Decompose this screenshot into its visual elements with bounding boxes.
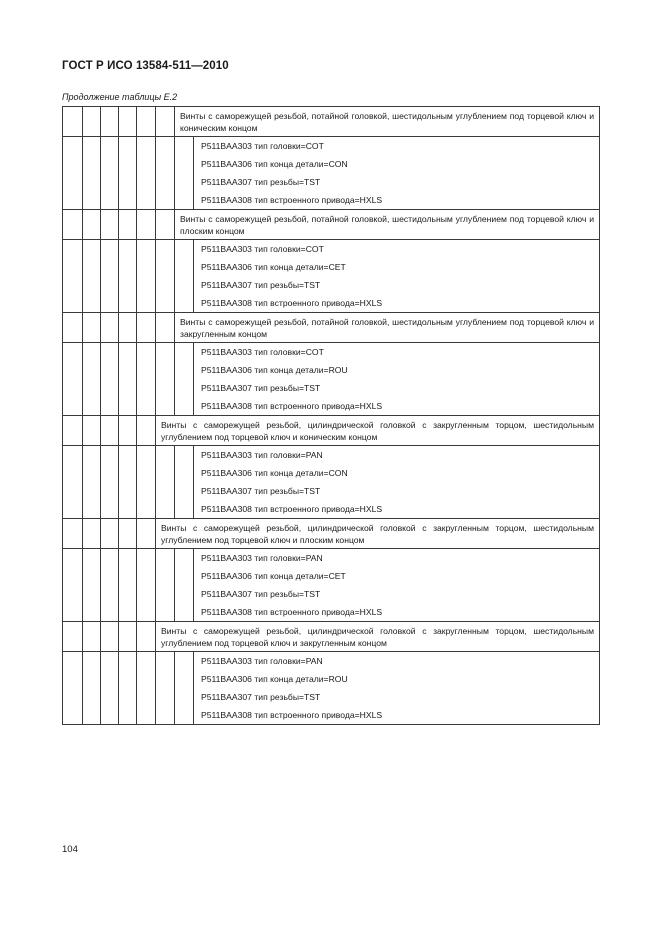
level-cell-5: [136, 136, 156, 210]
level-cell-2: [82, 518, 101, 549]
level-cell-3: [100, 342, 119, 416]
level-cell-3: [100, 415, 119, 446]
attribute-list: [193, 651, 600, 725]
level-cell-2: [82, 548, 101, 622]
table-row-description: [62, 415, 599, 445]
level-cell-3: [100, 621, 119, 652]
level-cell-3: [100, 548, 119, 622]
table-row-attributes: [62, 136, 599, 209]
level-cell-1: [62, 312, 83, 343]
level-cell-3: [100, 445, 119, 519]
level-cell-1: [62, 548, 83, 622]
level-cell-5: [136, 651, 156, 725]
level-cell-6: [155, 651, 175, 725]
level-cell-4: [118, 621, 137, 652]
table-row-description: [62, 621, 599, 651]
attribute-line: P511BAA307 тип резьбы=TST: [201, 177, 321, 187]
table-row-attributes: [62, 445, 599, 518]
attribute-line: P511BAA307 тип резьбы=TST: [201, 692, 321, 702]
table-caption: Продолжение таблицы Е.2: [62, 92, 178, 102]
level-cell-6: [155, 239, 175, 313]
level-cell-4: [118, 136, 137, 210]
attribute-line: P511BAA306 тип конца детали=ROU: [201, 365, 348, 375]
level-cell-5: [136, 312, 156, 343]
level-cell-3: [100, 518, 119, 549]
level-cell-6: [155, 548, 175, 622]
table-row-description: [62, 209, 599, 239]
level-cell-2: [82, 445, 101, 519]
attribute-line: P511BAA303 тип головки=COT: [201, 347, 324, 357]
attribute-line: P511BAA308 тип встроенного привода=HXLS: [201, 710, 383, 720]
table-row-description: [62, 312, 599, 342]
level-cell-1: [62, 106, 83, 137]
attribute-line: P511BAA307 тип резьбы=TST: [201, 383, 321, 393]
document-title: ГОСТ Р ИСО 13584-511—2010: [62, 60, 229, 72]
attribute-line: P511BAA308 тип встроенного привода=HXLS: [201, 504, 383, 514]
class-description: Винты с саморежущей резьбой, цилиндрической головкой с закругленным торцом, шестидольным углублением под торцевой ключ и коническим концом: [155, 415, 600, 446]
attribute-line: P511BAA308 тип встроенного привода=HXLS: [201, 298, 383, 308]
table-row-attributes: [62, 239, 599, 312]
table-row-attributes: [62, 548, 599, 621]
attribute-line: P511BAA307 тип резьбы=TST: [201, 589, 321, 599]
attribute-line: P511BAA306 тип конца детали=ROU: [201, 674, 348, 684]
attribute-line: P511BAA307 тип резьбы=TST: [201, 280, 321, 290]
level-cell-3: [100, 106, 119, 137]
class-description: Винты с саморежущей резьбой, цилиндрической головкой с закругленным торцом, шестидольным углублением под торцевой ключ и плоским концом: [155, 518, 600, 549]
level-cell-3: [100, 312, 119, 343]
attribute-line: P511BAA308 тип встроенного привода=HXLS: [201, 607, 383, 617]
level-cell-6: [155, 136, 175, 210]
level-cell-4: [118, 239, 137, 313]
level-cell-5: [136, 415, 156, 446]
attribute-line: P511BAA308 тип встроенного привода=HXLS: [201, 401, 383, 411]
level-cell-5: [136, 209, 156, 240]
level-cell-2: [82, 312, 101, 343]
attribute-list: [193, 136, 600, 210]
attribute-line: P511BAA303 тип головки=PAN: [201, 450, 323, 460]
level-cell-1: [62, 342, 83, 416]
level-cell-4: [118, 415, 137, 446]
level-cell-4: [118, 209, 137, 240]
level-cell-2: [82, 415, 101, 446]
attribute-line: P511BAA303 тип головки=PAN: [201, 553, 323, 563]
level-cell-3: [100, 209, 119, 240]
attribute-line: P511BAA303 тип головки=PAN: [201, 656, 323, 666]
level-cell-5: [136, 518, 156, 549]
attribute-line: P511BAA306 тип конца детали=CET: [201, 571, 346, 581]
attribute-line: P511BAA303 тип головки=COT: [201, 244, 324, 254]
level-cell-7: [174, 342, 194, 416]
level-cell-2: [82, 209, 101, 240]
level-cell-5: [136, 342, 156, 416]
table-row-description: [62, 518, 599, 548]
attribute-line: P511BAA306 тип конца детали=CET: [201, 262, 346, 272]
attribute-line: P511BAA308 тип встроенного привода=HXLS: [201, 195, 383, 205]
attribute-line: P511BAA307 тип резьбы=TST: [201, 486, 321, 496]
spec-table: [62, 106, 599, 724]
attribute-list: [193, 342, 600, 416]
level-cell-3: [100, 651, 119, 725]
level-cell-1: [62, 621, 83, 652]
level-cell-1: [62, 651, 83, 725]
level-cell-1: [62, 445, 83, 519]
table-row-attributes: [62, 342, 599, 415]
level-cell-3: [100, 136, 119, 210]
table-row-attributes: [62, 651, 599, 724]
level-cell-6: [155, 312, 175, 343]
level-cell-2: [82, 651, 101, 725]
class-description: Винты с саморежущей резьбой, потайной головкой, шестидольным углублением под торцевой ключ и закругленным концом: [174, 312, 600, 343]
table-row-description: [62, 106, 599, 136]
level-cell-2: [82, 342, 101, 416]
level-cell-5: [136, 239, 156, 313]
attribute-line: P511BAA306 тип конца детали=CON: [201, 159, 348, 169]
level-cell-4: [118, 651, 137, 725]
level-cell-6: [155, 106, 175, 137]
level-cell-2: [82, 106, 101, 137]
level-cell-1: [62, 136, 83, 210]
level-cell-1: [62, 415, 83, 446]
class-description: Винты с саморежущей резьбой, потайной головкой, шестидольным углублением под торцевой ключ и коническим концом: [174, 106, 600, 137]
level-cell-4: [118, 312, 137, 343]
level-cell-7: [174, 136, 194, 210]
level-cell-4: [118, 342, 137, 416]
level-cell-3: [100, 239, 119, 313]
level-cell-1: [62, 239, 83, 313]
level-cell-7: [174, 548, 194, 622]
level-cell-5: [136, 621, 156, 652]
class-description: Винты с саморежущей резьбой, цилиндрической головкой с закругленным торцом, шестидольным углублением под торцевой ключ и закругленным концом: [155, 621, 600, 652]
level-cell-4: [118, 106, 137, 137]
level-cell-7: [174, 651, 194, 725]
level-cell-4: [118, 445, 137, 519]
attribute-line: P511BAA306 тип конца детали=CON: [201, 468, 348, 478]
level-cell-4: [118, 548, 137, 622]
attribute-list: [193, 548, 600, 622]
level-cell-1: [62, 209, 83, 240]
level-cell-2: [82, 239, 101, 313]
level-cell-6: [155, 209, 175, 240]
attribute-line: P511BAA303 тип головки=COT: [201, 141, 324, 151]
level-cell-4: [118, 518, 137, 549]
level-cell-6: [155, 445, 175, 519]
level-cell-5: [136, 548, 156, 622]
page-number: 104: [62, 844, 78, 855]
level-cell-5: [136, 106, 156, 137]
level-cell-7: [174, 445, 194, 519]
level-cell-5: [136, 445, 156, 519]
attribute-list: [193, 445, 600, 519]
level-cell-7: [174, 239, 194, 313]
attribute-list: [193, 239, 600, 313]
level-cell-2: [82, 136, 101, 210]
level-cell-2: [82, 621, 101, 652]
level-cell-1: [62, 518, 83, 549]
class-description: Винты с саморежущей резьбой, потайной головкой, шестидольным углублением под торцевой ключ и плоским концом: [174, 209, 600, 240]
level-cell-6: [155, 342, 175, 416]
